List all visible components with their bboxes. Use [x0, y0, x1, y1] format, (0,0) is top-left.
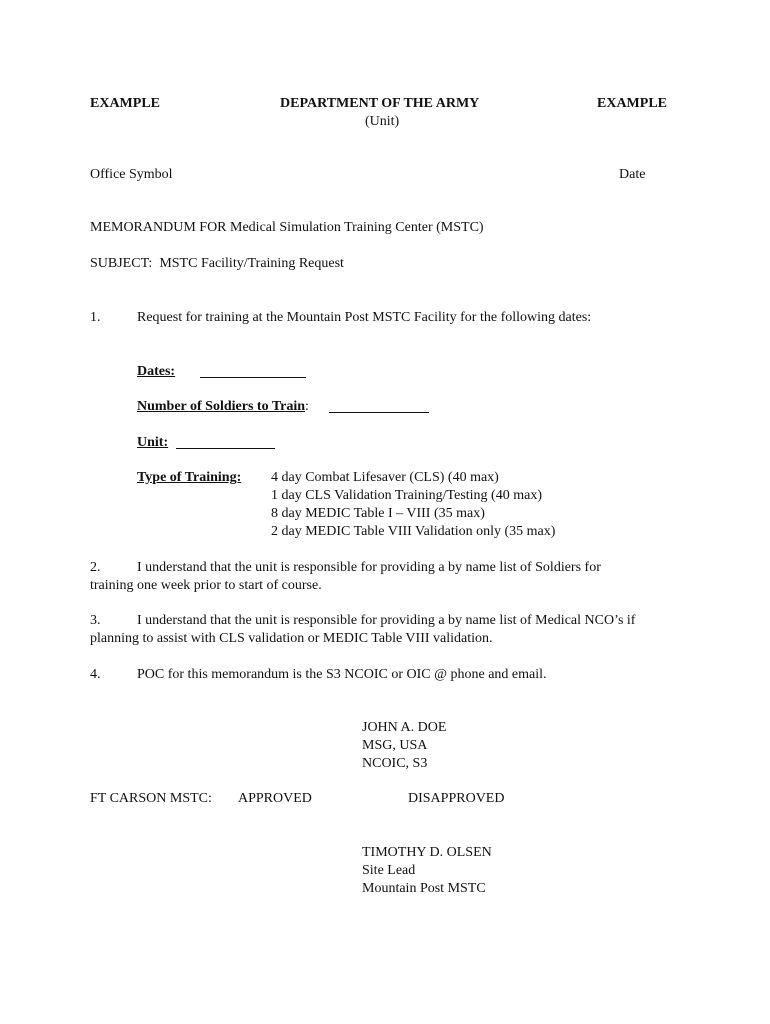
para2-number: 2. [90, 560, 101, 575]
signer2-org: Mountain Post MSTC [362, 881, 486, 896]
para4-number: 4. [90, 667, 101, 682]
training-option-cls-validation: 1 day CLS Validation Training/Testing (40 max) [271, 488, 542, 503]
unit-blank[interactable] [176, 434, 275, 454]
unit-label: Unit: [137, 435, 169, 450]
memorandum-for: MEMORANDUM FOR Medical Simulation Training Center (MSTC) [90, 220, 484, 235]
office-symbol: Office Symbol [90, 167, 173, 182]
para3-line1: I understand that the unit is responsible for providing a by name list of Medical NCO’s if [137, 613, 636, 628]
training-type-label: Type of Training: [137, 470, 242, 485]
signer1-name: JOHN A. DOE [362, 720, 447, 735]
soldiers-label: Number of Soldiers to Train [137, 399, 306, 414]
para3-number: 3. [90, 613, 101, 628]
para4-text: POC for this memorandum is the S3 NCOIC or OIC @ phone and email. [137, 667, 547, 682]
header-right-example: EXAMPLE [597, 96, 667, 111]
header-title: DEPARTMENT OF THE ARMY [280, 96, 480, 111]
para2-line1: I understand that the unit is responsible for providing a by name list of Soldiers for [137, 560, 601, 575]
para1-text: Request for training at the Mountain Post MSTC Facility for the following dates: [137, 310, 592, 325]
header-left-example: EXAMPLE [90, 96, 160, 111]
para1-number: 1. [90, 310, 101, 325]
date-field: Date [619, 167, 646, 182]
training-option-cls: 4 day Combat Lifesaver (CLS) (40 max) [271, 470, 499, 485]
soldiers-blank[interactable] [329, 398, 429, 418]
dates-blank[interactable] [200, 363, 306, 383]
soldiers-colon: : [305, 399, 309, 414]
approval-label: FT CARSON MSTC: [90, 791, 212, 806]
header-unit: (Unit) [365, 114, 400, 129]
subject-line: SUBJECT: MSTC Facility/Training Request [90, 256, 344, 271]
approved-option[interactable]: APPROVED [238, 791, 312, 806]
para2-line2: training one week prior to start of course. [90, 578, 322, 593]
signer1-rank: MSG, USA [362, 738, 428, 753]
training-option-medic-validation: 2 day MEDIC Table VIII Validation only (35 max) [271, 524, 556, 539]
signer2-position: Site Lead [362, 863, 416, 878]
para3-line2: planning to assist with CLS validation or MEDIC Table VIII validation. [90, 631, 493, 646]
signer2-name: TIMOTHY D. OLSEN [362, 845, 492, 860]
signer1-position: NCOIC, S3 [362, 756, 428, 771]
disapproved-option[interactable]: DISAPPROVED [408, 791, 505, 806]
soldiers-row [137, 398, 309, 415]
training-option-medic-table: 8 day MEDIC Table I – VIII (35 max) [271, 506, 485, 521]
dates-label: Dates: [137, 364, 176, 379]
